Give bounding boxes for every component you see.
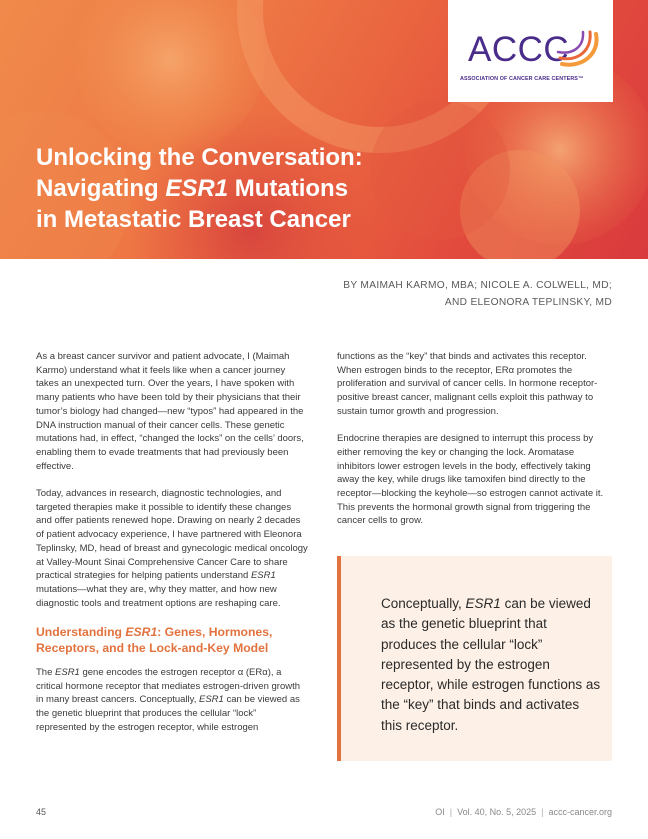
author-byline bbox=[192, 277, 612, 311]
title-gene-name: ESR1 bbox=[165, 175, 229, 202]
article-title bbox=[36, 142, 436, 235]
footer-citation: OI | Vol. 40, No. 5, 2025 | accc-cancer.org bbox=[435, 807, 612, 817]
paragraph-intro: As a breast cancer survivor and patient advocate, I (Maimah Karmo) understand what it feels like when a cancer journey takes an unexpected turn. Over the years, I have spoken with many patients who have been told by their physicians that their tumor’s biology had changed—new “typos” had appeared in the DNA instruction manual of their cancer cells. These genetic mutations had, in effect, “changed the locks” on the cells’ doors, enabling them to evade treatments that had previously been effective. bbox=[36, 351, 304, 472]
journal-volume: Vol. 40, No. 5, 2025 bbox=[457, 807, 537, 817]
title-line-3: in Metastatic Breast Cancer bbox=[36, 206, 351, 233]
section-heading: Understanding ESR1: Genes, Hormones, Receptors, and the Lock-and-Key Model bbox=[36, 625, 273, 656]
paragraph-gene: The ESR1 gene encodes the estrogen receptor α (ERα), a critical hormone receptor that mediates estrogen-driven growth in many breast cancers. Conceptually, ESR1 can be viewed as the genetic blueprint that produces the cellular “lock” represented by the estrogen receptor, while estrogen bbox=[36, 667, 301, 733]
title-line-2-pre: Navigating bbox=[36, 175, 166, 202]
paragraph-key: functions as the “key” that binds and activates this receptor. When estrogen binds to the receptor, ERα promotes the proliferation and survival of cancer cells. In hormone receptor-positive breast cancer, malignant cells exploit this pathway to sustain tumor growth and progression. bbox=[337, 351, 598, 417]
paragraph-advances: Today, advances in research, diagnostic technologies, and targeted therapies make it possible to identify these changes and offer patients renewed hope. Drawing on nearly 2 decades of patient advocacy experience, I have partnered with Eleonora Teplinsky, MD, head of breast and gynecologic medical oncology at Valley-Mount Sinai Comprehensive Cancer Care to share practical strategies for helping patients understand ESR1 mutations—what they are, why they matter, and how new diagnostic tools and treatment options are reshaping care. bbox=[36, 488, 308, 609]
article-column-right bbox=[337, 350, 612, 542]
article-column-left bbox=[36, 350, 308, 748]
logo-subtitle: ASSOCIATION OF CANCER CARE CENTERS™ bbox=[460, 76, 584, 82]
byline-line-2: AND ELEONORA TEPLINSKY, MD bbox=[444, 297, 612, 308]
journal-abbrev: OI bbox=[435, 807, 445, 817]
title-line-2-post: Mutations bbox=[228, 175, 349, 202]
website-link[interactable]: accc-cancer.org bbox=[548, 807, 612, 817]
byline-line-1: BY MAIMAH KARMO, MBA; NICOLE A. COLWELL, MD; bbox=[343, 280, 612, 291]
logo-wordmark: ACCC bbox=[468, 30, 570, 69]
page-number: 45 bbox=[36, 807, 47, 817]
accc-logo bbox=[448, 0, 613, 102]
logo-swoosh-icon bbox=[556, 28, 604, 70]
pull-quote bbox=[337, 556, 612, 761]
title-line-1: Unlocking the Conversation: bbox=[36, 144, 363, 171]
hero-banner bbox=[0, 0, 648, 259]
pull-quote-text: Conceptually, ESR1 can be viewed as the genetic blueprint that produces the cellular “lock” represented by the estrogen receptor, while estrogen functions as the “key” that binds and activates this receptor. bbox=[381, 596, 601, 733]
paragraph-endocrine: Endocrine therapies are designed to interrupt this process by either removing the key or changing the lock. Aromatase inhibitors lower estrogen levels in the body, effectively taking away the key, while drugs like tamoxifen bind directly to the receptor—blocking the keyhole—so estrogen cannot activate it. This prevents the hormonal growth signal from triggering the cancer cells to grow. bbox=[337, 433, 604, 527]
